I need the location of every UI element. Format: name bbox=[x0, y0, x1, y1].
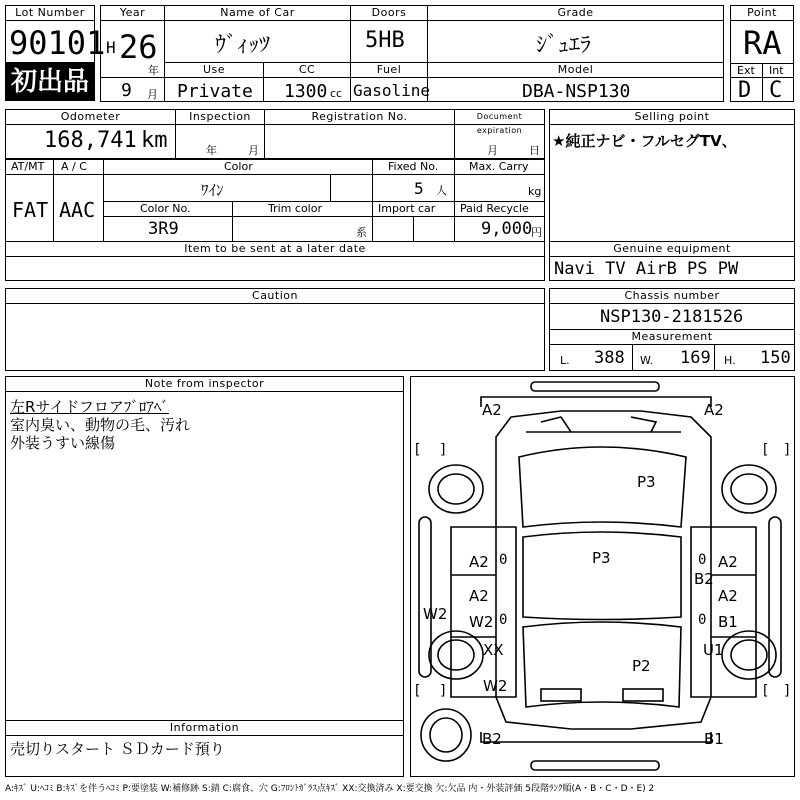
doors-value: 5HB bbox=[365, 28, 405, 53]
inspection-year-unit: 年 bbox=[206, 144, 217, 157]
ext-label: Ext bbox=[737, 64, 755, 77]
length-label: L. bbox=[560, 354, 570, 367]
lot-number-header: Lot Number bbox=[6, 6, 94, 21]
point-header: Point bbox=[731, 6, 793, 21]
width-value: 169 bbox=[680, 348, 711, 368]
recycle-header: Paid Recycle bbox=[460, 202, 529, 215]
fuel-header: Fuel bbox=[351, 63, 427, 78]
trim-color-header: Trim color bbox=[268, 202, 322, 215]
selling-point-box bbox=[549, 109, 795, 242]
mark-roof: P3 bbox=[637, 473, 656, 491]
mark-bottom-right: B1 bbox=[704, 730, 724, 748]
svg-text:[: [ bbox=[413, 442, 422, 458]
cc-box bbox=[263, 62, 351, 102]
import-car-header: Import car bbox=[378, 202, 436, 215]
mark-left-a2-1: A2 bbox=[469, 553, 489, 571]
car-name-value: ｳﾞｨｯﾂ bbox=[215, 33, 271, 58]
car-name-header: Name of Car bbox=[165, 6, 350, 21]
year-era: H bbox=[106, 38, 116, 57]
inspector-note-line-2: 室内臭い、動物の毛、汚れ bbox=[10, 416, 191, 434]
doors-box bbox=[350, 5, 428, 63]
int-grade: C bbox=[769, 78, 783, 103]
model-header: Model bbox=[428, 63, 723, 78]
fuel-value: Gasoline bbox=[353, 81, 431, 100]
car-outline-diagram bbox=[411, 377, 794, 776]
mark-right-a2-2: A2 bbox=[718, 587, 738, 605]
year-unit: 年 bbox=[148, 64, 159, 77]
mark-left-xx: XX bbox=[483, 641, 504, 659]
mark-center: P3 bbox=[592, 549, 611, 567]
inspection-month-unit: 月 bbox=[248, 144, 259, 157]
mark-right-a2-1: A2 bbox=[718, 553, 738, 571]
ac-header: A / C bbox=[61, 160, 87, 173]
odometer-box bbox=[5, 109, 176, 159]
use-header: Use bbox=[165, 63, 263, 78]
fixed-no-header: Fixed No. bbox=[388, 160, 439, 173]
doc-expiration-box bbox=[454, 109, 545, 159]
use-value: Private bbox=[177, 81, 253, 102]
chassis-box bbox=[549, 288, 795, 330]
svg-text:]: ] bbox=[783, 442, 792, 458]
registration-box bbox=[264, 109, 455, 159]
damage-diagram bbox=[410, 376, 795, 777]
mark-bottom-left: B2 bbox=[482, 730, 502, 748]
svg-text:0: 0 bbox=[499, 552, 508, 568]
use-box bbox=[164, 62, 264, 102]
month-unit: 月 bbox=[147, 88, 158, 101]
recycle-unit: 円 bbox=[531, 226, 542, 239]
height-label: H. bbox=[724, 354, 736, 367]
equipment-header: Genuine equipment bbox=[550, 242, 794, 257]
specs-box bbox=[5, 159, 545, 242]
inspector-note-line-1: 左Rサイドフロアﾌﾞﾛｱﾍﾞ bbox=[10, 398, 169, 416]
fuel-box bbox=[350, 62, 431, 102]
lot-number-box bbox=[5, 5, 106, 63]
measurement-box bbox=[549, 329, 795, 371]
mark-right-u1: U1 bbox=[703, 641, 724, 659]
later-header: Item to be sent at a later date bbox=[6, 242, 544, 257]
doc-expiration-header: Document expiration bbox=[455, 110, 544, 125]
grade-box bbox=[427, 5, 724, 63]
grade-header: Grade bbox=[428, 6, 723, 21]
information-text: 売切りスタート ＳＤカード預り bbox=[10, 740, 225, 758]
cc-unit: cc bbox=[330, 87, 343, 100]
later-box bbox=[5, 241, 545, 281]
mark-left-w2-2: W2 bbox=[469, 613, 494, 631]
point-value: RA bbox=[743, 24, 782, 62]
month-value: 9 bbox=[121, 80, 132, 101]
caution-header: Caution bbox=[6, 289, 544, 304]
year-box bbox=[100, 5, 165, 102]
cc-value: 1300 bbox=[284, 81, 328, 102]
mark-right-b2: B2 bbox=[694, 570, 714, 588]
equipment-value: Navi TV AirB PS PW bbox=[554, 259, 739, 279]
svg-text:]: ] bbox=[783, 683, 792, 699]
odometer-unit: km bbox=[141, 128, 168, 153]
year-header: Year bbox=[101, 6, 164, 21]
int-label: Int bbox=[769, 64, 784, 77]
inspection-header: Inspection bbox=[176, 110, 264, 125]
color-value: ﾜｲﾝ bbox=[201, 181, 224, 199]
chassis-header: Chassis number bbox=[550, 289, 794, 304]
inspector-note-line-3: 外装うすい線傷 bbox=[10, 434, 116, 452]
doors-header: Doors bbox=[351, 6, 427, 21]
recycle-value: 9,000 bbox=[481, 219, 533, 239]
lot-number-value: 90101 bbox=[9, 24, 106, 62]
mark-left-a2-2: A2 bbox=[469, 587, 489, 605]
fixed-no-unit: 人 bbox=[436, 184, 447, 197]
mark-top-right: A2 bbox=[704, 401, 724, 419]
height-value: 150 bbox=[760, 348, 791, 368]
point-box bbox=[730, 5, 794, 102]
width-label: W. bbox=[640, 354, 654, 367]
svg-text:0: 0 bbox=[698, 552, 707, 568]
car-name-box bbox=[164, 5, 351, 63]
doc-month-unit: 月 bbox=[487, 144, 498, 157]
transmission-value: FAT bbox=[12, 198, 49, 222]
ext-grade: D bbox=[738, 78, 752, 103]
svg-text:[: [ bbox=[761, 683, 770, 699]
svg-text:[: [ bbox=[761, 442, 770, 458]
caution-box bbox=[5, 288, 545, 371]
inspector-note-box bbox=[5, 376, 404, 721]
transmission-header: AT/MT bbox=[11, 160, 45, 173]
max-carry-unit: kg bbox=[528, 185, 542, 198]
fixed-no-value: 5 bbox=[414, 179, 424, 198]
selling-point-header: Selling point bbox=[550, 110, 794, 125]
first-listing-badge: 初出品 bbox=[5, 63, 95, 101]
information-box bbox=[5, 720, 404, 777]
trim-color-unit: 系 bbox=[356, 226, 367, 239]
information-header: Information bbox=[6, 721, 403, 736]
mark-left-w2-1: W2 bbox=[423, 605, 448, 623]
svg-text:0: 0 bbox=[499, 612, 508, 628]
odometer-value: 168,741 bbox=[44, 128, 137, 153]
registration-header: Registration No. bbox=[265, 110, 454, 125]
mark-right-b1: B1 bbox=[718, 613, 738, 631]
model-box bbox=[427, 62, 724, 102]
mark-top-left: A2 bbox=[482, 401, 502, 419]
mark-left-w2-3: W2 bbox=[483, 677, 508, 695]
inspector-note-header: Note from inspector bbox=[6, 377, 403, 392]
equipment-box bbox=[549, 241, 795, 281]
doc-day-unit: 日 bbox=[529, 144, 540, 157]
color-no-header: Color No. bbox=[140, 202, 191, 215]
inspection-box bbox=[175, 109, 265, 159]
chassis-value: NSP130-2181526 bbox=[600, 307, 744, 327]
max-carry-header: Max. Carry bbox=[469, 160, 529, 173]
selling-point-text: ★純正ナビ・フルセグTV、 bbox=[552, 132, 737, 150]
color-no-value: 3R9 bbox=[148, 219, 179, 239]
year-value: 26 bbox=[119, 28, 158, 66]
measurement-header: Measurement bbox=[550, 330, 794, 345]
svg-text:]: ] bbox=[439, 683, 448, 699]
odometer-header: Odometer bbox=[6, 110, 175, 125]
length-value: 388 bbox=[594, 348, 625, 368]
grade-value: ｼﾞｭｴﾗ bbox=[536, 33, 592, 58]
svg-text:]: ] bbox=[439, 442, 448, 458]
mark-rear: P2 bbox=[632, 657, 651, 675]
svg-text:[: [ bbox=[413, 683, 422, 699]
cc-header: CC bbox=[264, 63, 350, 78]
legend-text: A:ｷｽﾞ U:ﾍｺﾐ B:ｷｽﾞを伴うﾍｺﾐ P:要塗装 W:補修跡 S:錆 C:腐食、穴 G:ﾌﾛﾝﾄｶﾞﾗｽ点ｷｽﾞ XX:交換済み X:要交換 欠:欠品 内・外装評価 5段階ﾗﾝｸ順(A・B・C・D・E) 2 bbox=[5, 784, 655, 794]
model-value: DBA-NSP130 bbox=[522, 81, 631, 102]
color-header: Color bbox=[224, 160, 253, 173]
ac-value: AAC bbox=[59, 198, 96, 222]
svg-text:0: 0 bbox=[698, 612, 707, 628]
